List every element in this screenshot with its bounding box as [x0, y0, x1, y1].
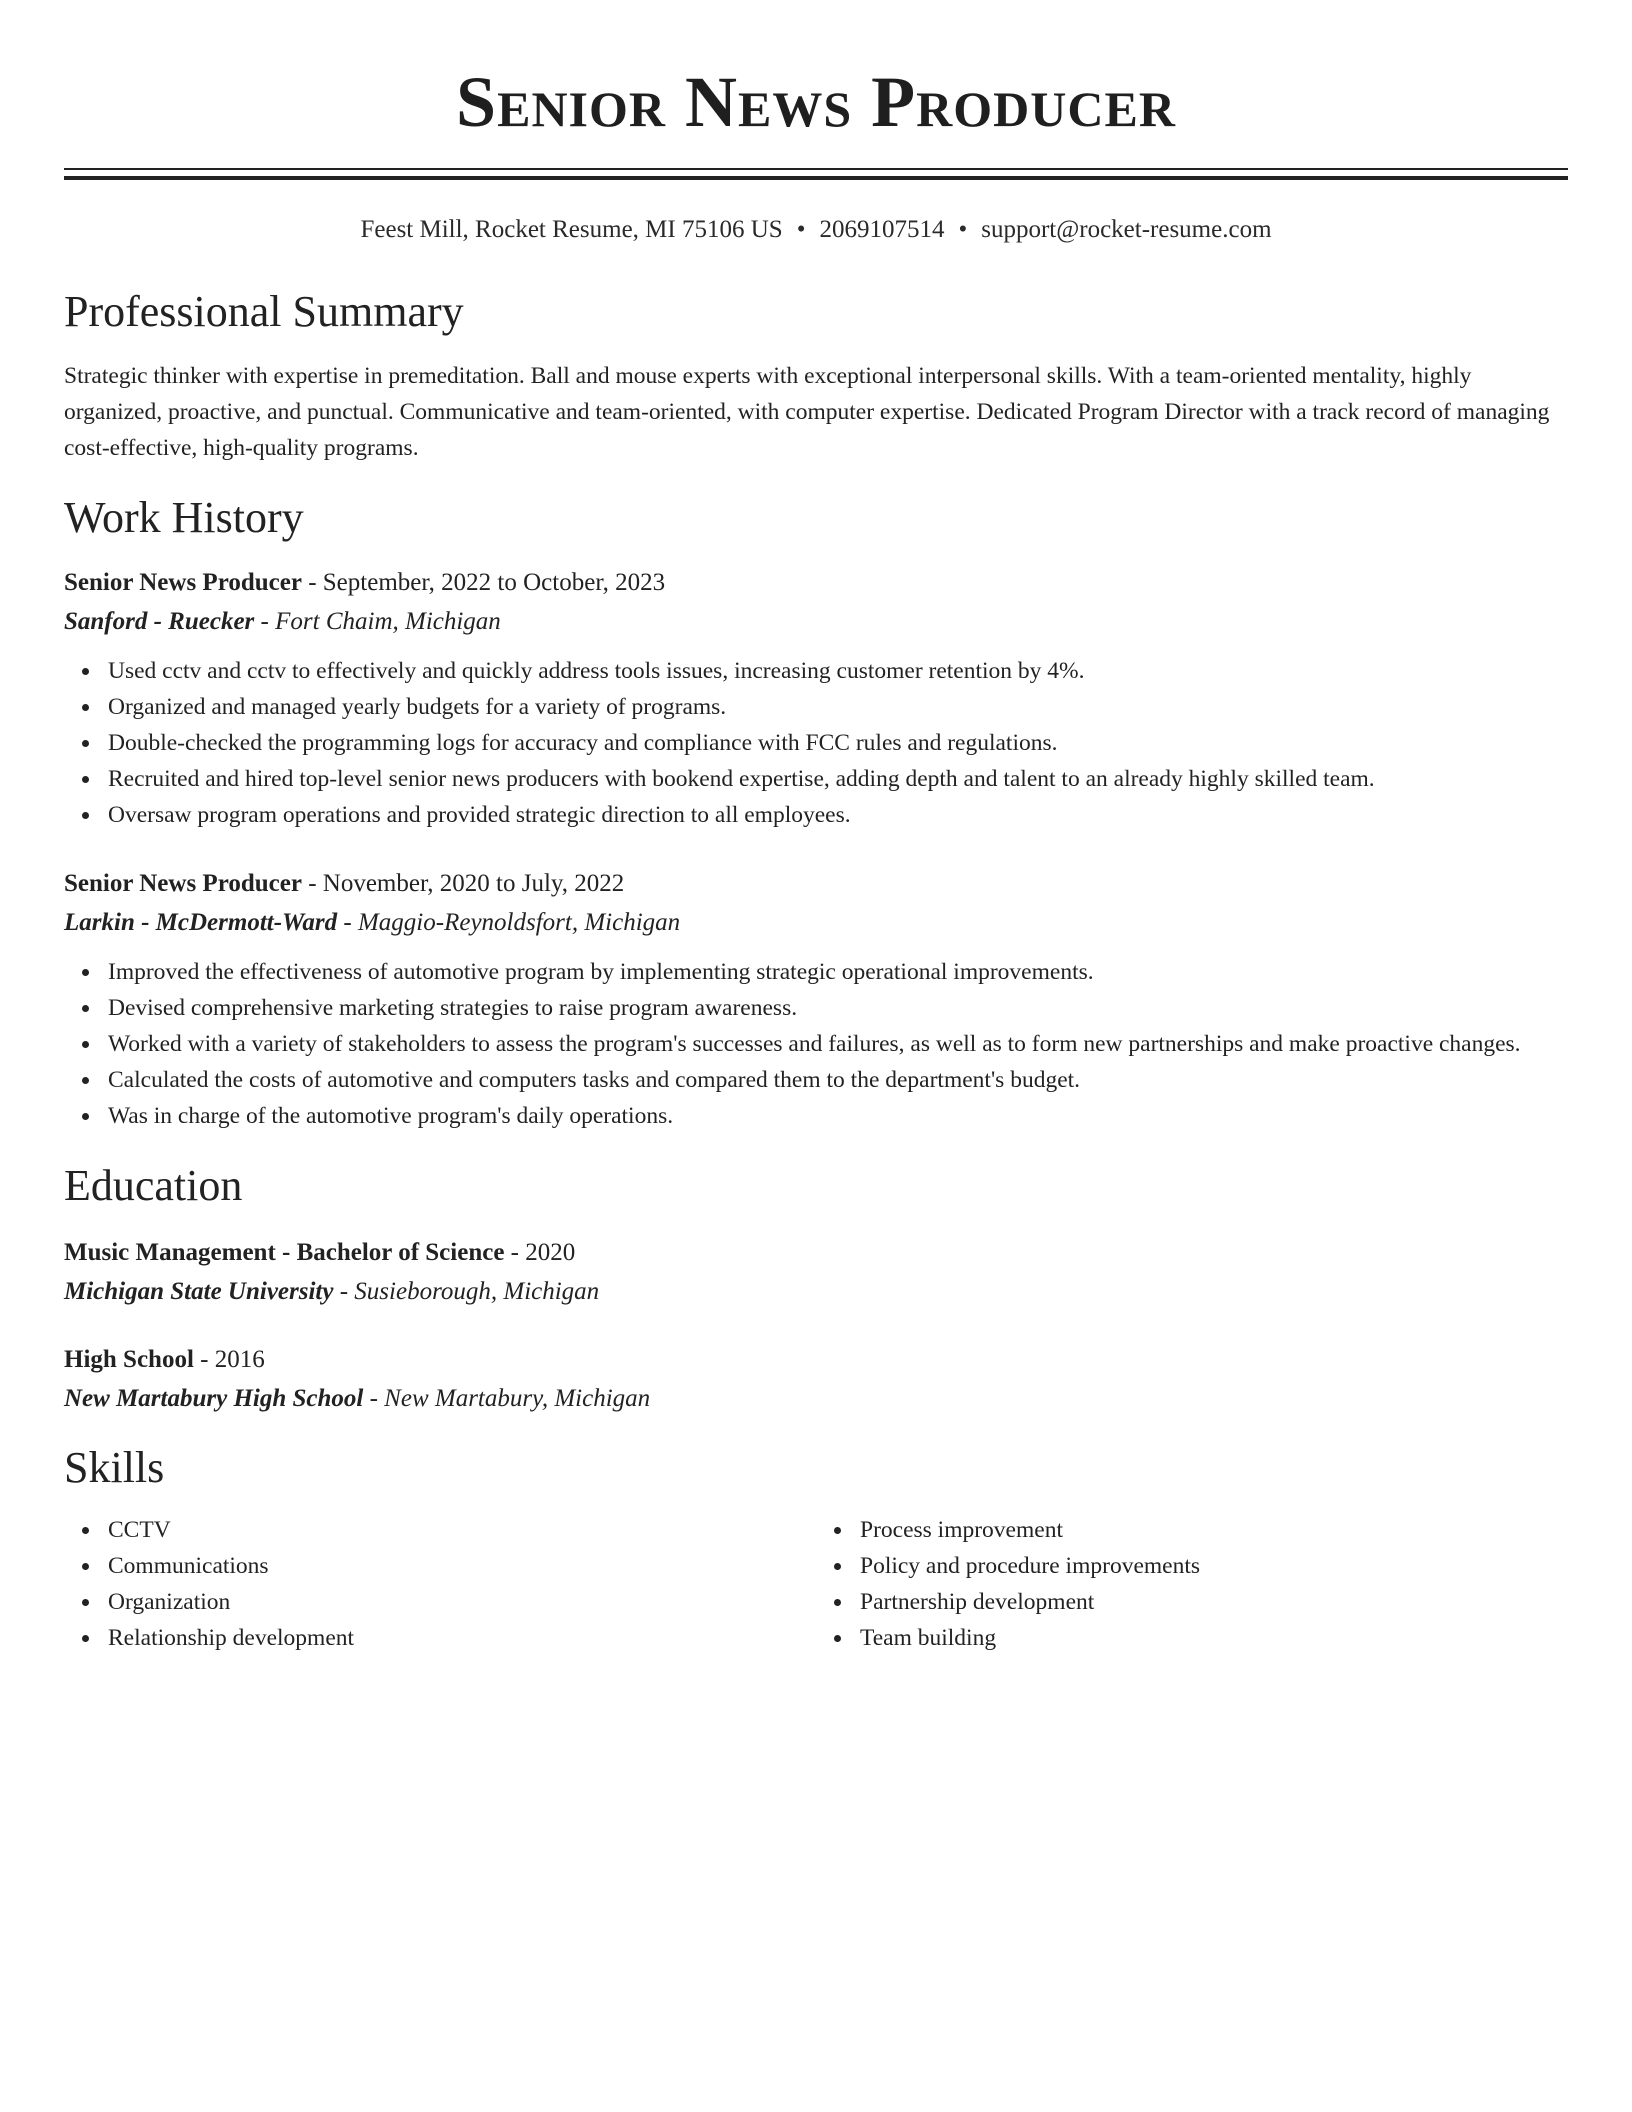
job-bullets	[64, 653, 1568, 833]
job-company: Larkin - McDermott-Ward	[64, 909, 338, 936]
job-dates: - September, 2022 to October, 2023	[301, 569, 666, 596]
job-location: - Maggio-Reynoldsfort, Michigan	[337, 909, 681, 936]
contact-email: support@rocket-resume.com	[981, 216, 1272, 243]
list-item: Improved the effectiveness of automotive program by implementing strategic operational improvements.	[108, 954, 1568, 990]
job-company-line	[64, 906, 1568, 940]
list-item: Partnership development	[860, 1584, 1568, 1620]
education-school: Michigan State University	[64, 1278, 334, 1305]
education-header	[64, 1343, 1568, 1377]
list-item: Organization	[108, 1584, 816, 1620]
education-school-line	[64, 1275, 1568, 1309]
list-item: Worked with a variety of stakeholders to assess the program's successes and failures, as well as to form new partnerships and make proactive changes.	[108, 1026, 1568, 1062]
list-item: Was in charge of the automotive program's daily operations.	[108, 1098, 1568, 1134]
list-item: Policy and procedure improvements	[860, 1548, 1568, 1584]
list-item: Team building	[860, 1620, 1568, 1656]
job-title: Senior News Producer	[64, 569, 302, 596]
education-year: - 2020	[504, 1239, 576, 1266]
list-item: Relationship development	[108, 1620, 816, 1656]
job-bullets	[64, 954, 1568, 1134]
summary-text: Strategic thinker with expertise in premeditation. Ball and mouse experts with exceptional interpersonal skills. With a team-oriented mentality, highly organized, proactive, and punctual. Communicative and team-oriented, with computer expertise. Dedicated Program Director with a track record of managing cost-effective, high-quality programs.	[64, 363, 1550, 461]
list-item: Communications	[108, 1548, 816, 1584]
work-history-heading: Work History	[64, 493, 304, 542]
education-degree: Music Management - Bachelor of Science	[64, 1239, 505, 1266]
skills-list-left	[64, 1512, 816, 1656]
education-heading: Education	[64, 1161, 243, 1210]
list-item: Double-checked the programming logs for accuracy and compliance with FCC rules and regulations.	[108, 725, 1568, 761]
job-header	[64, 566, 1568, 600]
resume-title: Senior News Producer	[456, 62, 1176, 142]
contact-address: Feest Mill, Rocket Resume, MI 75106 US	[360, 216, 783, 243]
education-location: - Susieborough, Michigan	[333, 1278, 600, 1305]
list-item: Used cctv and cctv to effectively and quickly address tools issues, increasing customer retention by 4%.	[108, 653, 1568, 689]
education-year: - 2016	[193, 1346, 265, 1373]
job-entry	[64, 867, 1568, 1134]
list-item: Oversaw program operations and provided strategic direction to all employees.	[108, 797, 1568, 833]
job-company: Sanford - Ruecker	[64, 608, 255, 635]
job-entry	[64, 566, 1568, 833]
contact-phone: 2069107514	[819, 216, 945, 243]
title-rule-thick	[64, 176, 1568, 180]
skills-columns	[64, 1512, 1568, 1656]
title-rule-thin	[64, 168, 1568, 170]
contact-separator: •	[958, 216, 968, 243]
education-degree: High School	[64, 1346, 194, 1373]
contact-separator: •	[796, 216, 806, 243]
education-school-line	[64, 1382, 1568, 1416]
education-entry	[64, 1343, 1568, 1416]
list-item: Recruited and hired top-level senior news producers with bookend expertise, adding depth and talent to an already highly skilled team.	[108, 761, 1568, 797]
skills-list-right	[816, 1512, 1568, 1656]
education-header	[64, 1236, 1568, 1270]
education-location: - New Martabury, Michigan	[363, 1385, 651, 1412]
job-dates: - November, 2020 to July, 2022	[301, 870, 625, 897]
work-history-section	[64, 492, 1568, 1134]
summary-heading: Professional Summary	[64, 287, 464, 336]
job-title: Senior News Producer	[64, 870, 302, 897]
list-item: Devised comprehensive marketing strategies to raise program awareness.	[108, 990, 1568, 1026]
skills-heading: Skills	[64, 1443, 165, 1492]
contact-line	[64, 214, 1568, 246]
job-company-line	[64, 605, 1568, 639]
summary-section	[64, 286, 1568, 466]
skills-section	[64, 1442, 1568, 1656]
list-item: CCTV	[108, 1512, 816, 1548]
education-entry	[64, 1236, 1568, 1309]
job-location: - Fort Chaim, Michigan	[254, 608, 501, 635]
job-header	[64, 867, 1568, 901]
list-item: Process improvement	[860, 1512, 1568, 1548]
list-item: Organized and managed yearly budgets for a variety of programs.	[108, 689, 1568, 725]
education-section	[64, 1160, 1568, 1416]
list-item: Calculated the costs of automotive and computers tasks and compared them to the department's budget.	[108, 1062, 1568, 1098]
education-school: New Martabury High School	[64, 1385, 364, 1412]
